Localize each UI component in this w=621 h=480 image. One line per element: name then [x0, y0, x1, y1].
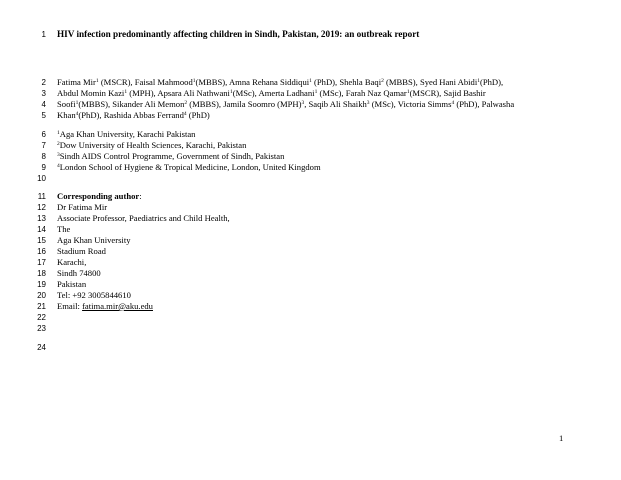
- line-number: 21: [37, 302, 46, 311]
- line-number: 2: [41, 78, 46, 87]
- author-line: [57, 110, 561, 121]
- affiliation-marker: 2: [381, 78, 384, 84]
- line-number: 11: [37, 192, 46, 201]
- affiliation-marker: 1: [95, 78, 99, 84]
- line-number: 23: [37, 324, 46, 333]
- corresponding-author-label: Corresponding author: [57, 191, 140, 201]
- colon: :: [139, 191, 142, 201]
- author-degree: (MBBS),: [78, 99, 113, 109]
- line-number: 5: [41, 111, 46, 120]
- affiliation-text: Sindh AIDS Control Programme, Government of Sindh, Pakistan: [59, 151, 285, 161]
- affiliation-marker: 4: [183, 111, 187, 117]
- line-number: 10: [37, 174, 46, 183]
- author-name: Victoria Simms: [397, 99, 452, 109]
- author-degree: (MSc),: [317, 88, 346, 98]
- affiliation-marker: 4: [57, 163, 60, 169]
- corresponding-line: Aga Khan University: [57, 235, 131, 245]
- affiliation-marker: 3: [301, 100, 305, 106]
- affiliation-marker: 2: [184, 100, 188, 106]
- corresponding-line: Sindh 74800: [57, 268, 101, 278]
- line-number: 22: [37, 313, 46, 322]
- email-line: [57, 301, 561, 312]
- line-number: 8: [41, 152, 46, 161]
- author-degree: (MPH),: [127, 88, 158, 98]
- author-degree: (MBBS),: [195, 77, 229, 87]
- author-degree: (MSCR),: [98, 77, 135, 87]
- author-degree: (MSCR),: [409, 88, 444, 98]
- affiliation-marker: 3: [57, 152, 60, 158]
- line-number: 14: [37, 225, 46, 234]
- line-number: 13: [37, 214, 46, 223]
- corresponding-line: Associate Professor, Paediatrics and Child Health,: [57, 213, 230, 223]
- affiliation-marker: 1: [406, 89, 410, 95]
- email-label: Email:: [57, 301, 83, 311]
- author-name: Soofi: [57, 99, 76, 109]
- email-link[interactable]: fatima.mir@aku.edu: [82, 301, 153, 311]
- author-name: Jamila Soomro (MPH): [223, 99, 302, 109]
- author-degree: (MSc),: [369, 99, 398, 109]
- affiliation-marker: 1: [124, 89, 128, 95]
- author-name: Abdul Momin Kazi: [57, 88, 125, 98]
- line-number: 9: [41, 163, 46, 172]
- affiliation-marker: 3: [366, 100, 370, 106]
- affiliation-marker: 1: [314, 89, 318, 95]
- line-number: 18: [37, 269, 46, 278]
- line-number: 24: [37, 343, 46, 352]
- corresponding-line: Stadium Road: [57, 246, 106, 256]
- corresponding-line: Dr Fatima Mir: [57, 202, 108, 212]
- author-degree: (PhD),: [311, 77, 340, 87]
- author-degree: (MBBS),: [383, 77, 420, 87]
- line-number: 15: [37, 236, 46, 245]
- affiliation-marker: 1: [229, 89, 233, 95]
- line-number: 16: [37, 247, 46, 256]
- author-name: Syed Hani Abidi: [419, 77, 478, 87]
- author-name: Amerta Ladhani: [258, 88, 315, 98]
- line-number: 17: [37, 258, 46, 267]
- author-degree: (PhD),: [454, 99, 482, 109]
- line-number: 19: [37, 280, 46, 289]
- author-name: Farah Naz Qamar: [345, 88, 407, 98]
- author-degree: ,: [304, 99, 309, 109]
- affiliation-marker: 1: [57, 130, 60, 136]
- affiliation-text: Dow University of Health Sciences, Karachi, Pakistan: [59, 140, 247, 150]
- line-number: 20: [37, 291, 46, 300]
- affiliation-marker: 1: [309, 78, 312, 84]
- affiliation-marker: 1: [192, 78, 196, 84]
- corresponding-line: The: [57, 224, 71, 234]
- author-name: Shehla Baqi: [339, 77, 382, 87]
- author-line: [57, 88, 561, 99]
- affiliation-marker: 4: [451, 100, 455, 106]
- affiliation: [57, 129, 561, 140]
- affiliation: [57, 140, 561, 151]
- author-line: [57, 99, 561, 110]
- author-degree: (MSc),: [232, 88, 259, 98]
- line-number: 4: [41, 100, 46, 109]
- line-number: 6: [41, 130, 46, 139]
- affiliation-marker: 2: [57, 141, 60, 147]
- author-name: Rashida Abbas Ferrand: [103, 110, 184, 120]
- affiliation: [57, 162, 561, 173]
- author-name: Khan: [57, 110, 76, 120]
- corresponding-line: Tel: +92 3005844610: [57, 290, 131, 300]
- author-degree: (PhD),: [479, 77, 504, 87]
- page-number: 1: [559, 433, 564, 443]
- affiliation-text: London School of Hygiene & Tropical Medicine, London, United Kingdom: [59, 162, 321, 172]
- line-number: 7: [41, 141, 46, 150]
- affiliation: [57, 151, 561, 162]
- author-name: Saqib Ali Shaikh: [308, 99, 367, 109]
- line-number: 3: [41, 89, 46, 98]
- author-degree: (MBBS),: [187, 99, 224, 109]
- affiliation-marker: 4: [75, 111, 79, 117]
- author-name: Palwasha: [481, 99, 515, 109]
- author-degree: (PhD),: [78, 110, 104, 120]
- author-name: Apsara Ali Nathwani: [157, 88, 230, 98]
- affiliation-text: Aga Khan University, Karachi Pakistan: [59, 129, 196, 139]
- corresponding-line: Karachi,: [57, 257, 87, 267]
- author-name: Sajid Bashir: [443, 88, 486, 98]
- author-name: Amna Rehana Siddiqui: [228, 77, 310, 87]
- author-name: Faisal Mahmood: [134, 77, 193, 87]
- author-degree: (PhD): [186, 110, 210, 120]
- corresponding-line: Pakistan: [57, 279, 87, 289]
- affiliation-marker: 1: [75, 100, 79, 106]
- author-line: [57, 77, 561, 88]
- author-name: Sikander Ali Memon: [112, 99, 185, 109]
- line-number: 12: [37, 203, 46, 212]
- author-name: Fatima Mir: [57, 77, 96, 87]
- corresponding-author-heading: [57, 191, 561, 202]
- paper-title: HIV infection predominantly affecting children in Sindh, Pakistan, 2019: an outbreak report: [57, 29, 420, 39]
- affiliation-marker: 1: [477, 78, 480, 84]
- line-number: 1: [41, 30, 46, 39]
